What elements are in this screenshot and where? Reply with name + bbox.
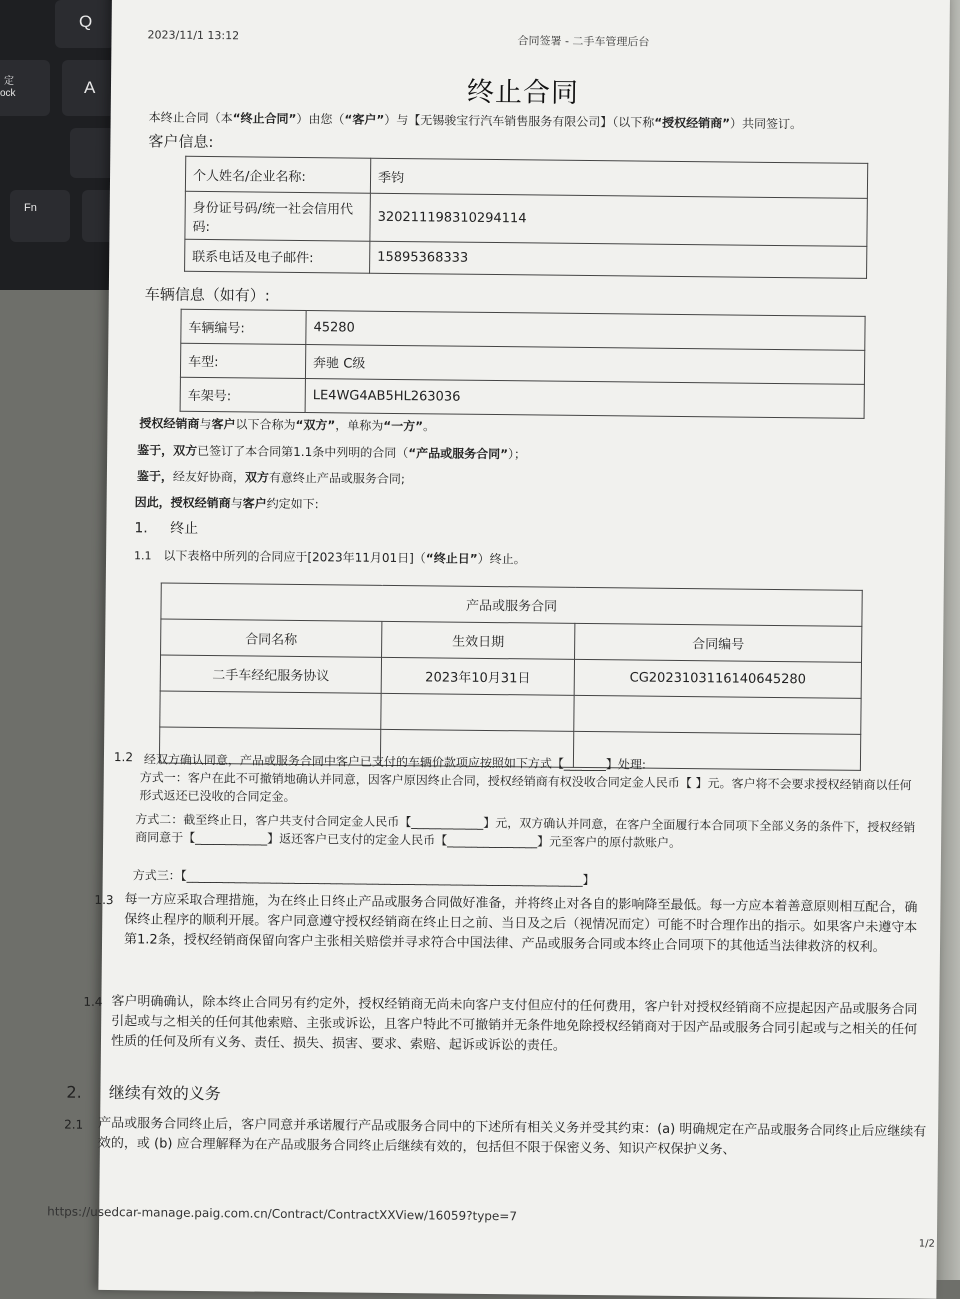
contracts-table (159, 583, 863, 771)
clause-1-2-method-3: 方式三：【__________________________________________________________________】 (132, 868, 595, 888)
clause-1-2-method-2: 方式二：截至终止日，客户共支付合同定金人民币【____________】元，双方确认并同意，在客户全面履行本合同项下全部义务的条件下，授权经销商同意于【____________】返还客户已支付的定金人民币【_______________】元至客户的原付款账户。 (135, 812, 916, 851)
contracts-caption: 产品或服务合同 (161, 583, 862, 626)
parties-bold-3: “双方” (295, 417, 336, 433)
customer-info-table (184, 156, 868, 279)
empty-cell (160, 691, 381, 729)
whereas1-text-1: 已签订了本合同第1.1条中列明的合同（ (197, 443, 409, 461)
clause-1-3-number: 1.3 (94, 892, 114, 908)
section-1-number: 1. (134, 520, 148, 537)
clause-1-3-text: 每一方应采取合理措施，为在终止日终止产品或服务合同做好准备，并将终止对各自的影响降至最低。每一方应本着善意原则相互配合，确保终止程序的顺利开展。客户同意遵守授权经销商在终止日之前、当日及之后（视情况而定）可能不时合理作出的指示。如果客户未遵守本第1.2条，授权经销商保留向客户主张相关赔偿并寻求符合中国法律、产品或服务合同或本终止合同项下的其他适当法律救济的权利。 (123, 892, 918, 956)
whereas2-bold-2: 双方 (244, 470, 270, 485)
table-row (180, 377, 864, 418)
clause-1-1 (134, 546, 526, 567)
section-2-heading (66, 1080, 221, 1105)
intro-bold-1: “终止合同” (232, 111, 297, 126)
customer-info-label: 客户信息: (148, 132, 214, 152)
vehicle-vin-key: 车架号: (180, 377, 305, 412)
key-fn-label: Fn (24, 202, 37, 214)
table-row (185, 239, 867, 278)
clause-1-2-number: 1.2 (113, 750, 134, 765)
vehicle-number-key: 车辆编号: (181, 309, 306, 344)
section-2-number: 2. (66, 1082, 82, 1102)
whereas2-text-1: 经友好协商， (172, 469, 246, 485)
clause-1-2-lead: 经双方确认同意，产品或服务合同中客户已支付的车辆价款项应按照如下方式【_______】处理: (143, 752, 647, 772)
print-site-title: 合同签署 - 二手车管理后台 (517, 34, 650, 49)
clause-1-1-text-2: ）终止。 (477, 551, 526, 567)
customer-contact-value: 15895368333 (370, 241, 867, 278)
parties-definition (139, 414, 435, 434)
contract-number-cell: CG2023103116140645280 (574, 659, 861, 698)
clause-1-1-text-1: 以下表格中所列的合同应于[2023年11月01日]（ (163, 548, 426, 566)
whereas1-text-2: ）； (507, 447, 527, 462)
whereas-2 (137, 467, 405, 487)
vehicle-number-value: 45280 (306, 311, 865, 351)
empty-cell (381, 693, 574, 731)
vehicle-model-value: 奔驰 C级 (305, 345, 864, 385)
intro-bold-2: “客户” (344, 112, 385, 127)
intro-text-4: ）共同签订。 (729, 116, 803, 132)
clause-1-4-text: 客户明确确认，除本终止合同另有约定外，授权经销商无尚未向客户支付但应付的任何费用，客户针对授权经销商不应提起因产品或服务合同引起或与之相关的任何其他索赔、主张或诉讼，且客户特此不可撤销并无条件地免除授权经销商对于因产品或服务合同引起或与之相关的任何性质的任何及所有义务、责任、损失、损害、要求、索赔、起诉或诉讼的责任。 (110, 994, 918, 1054)
vehicle-vin-value: LE4WG4AB5HL263036 (305, 379, 864, 419)
print-footer-url: https://usedcar-manage.paig.com.cn/Contract/ContractXXView/16059?type=7 (47, 1204, 518, 1224)
intro-bold-3: “授权经销商” (654, 115, 731, 131)
contracts-header-name: 合同名称 (161, 619, 382, 657)
therefore-text-1: 与 (230, 496, 243, 511)
whereas1-bold-3: “产品或服务合同” (408, 446, 509, 462)
parties-text-3: ，单称为 (335, 418, 384, 433)
whereas2-bold-1: 鉴于， (136, 469, 173, 484)
key-q (55, 0, 115, 48)
parties-text-1: 与 (199, 416, 212, 432)
customer-id-value: 320211198310294114 (370, 193, 867, 246)
vehicle-model-key: 车型: (180, 343, 305, 378)
print-date: 2023/11/1 13:12 (147, 28, 240, 43)
contracts-header-date: 生效日期 (382, 621, 575, 659)
whereas1-bold-2: 双方 (173, 443, 198, 458)
customer-name-value: 季钧 (370, 158, 867, 198)
intro-paragraph (149, 108, 803, 132)
vehicle-info-table (180, 309, 866, 419)
therefore-bold-1: 因此，授权经销商 (134, 495, 231, 511)
clause-2-1-text: 产品或服务合同终止后，客户同意并承诺履行产品或服务合同中的下述所有相关义务并受其约束：(a) 明确规定在产品或服务合同终止后应继续有效的，或 (b) 应合理解释为在产品或服务合同终止后继续有效的，包括但不限于保密义务、知识产权保护义务、 (97, 1115, 927, 1158)
page-number: 1/2 (918, 1238, 935, 1250)
key-fn (10, 190, 70, 242)
therefore-clause (135, 493, 319, 512)
key-lock-cn: 定 (4, 76, 14, 87)
parties-text-2: 以下合称为 (235, 417, 296, 432)
whereas1-bold-1: 鉴于， (137, 443, 174, 458)
whereas-1 (137, 441, 526, 462)
vehicle-info-label: 车辆信息（如有）: (144, 285, 270, 305)
clause-1-4-number: 1.4 (83, 994, 103, 1009)
contract-page (47, 0, 950, 1299)
parties-bold-2: 客户 (211, 417, 236, 432)
section-1-title: 终止 (170, 520, 199, 537)
intro-text-3: ）与【无锡骏宝行汽车销售服务有限公司】（以下称 (384, 112, 655, 130)
clause-1-2-method-1: 方式一：客户在此不可撤销地确认并同意，因客户原因终止合同，授权经销商有权没收合同定金人民币【 】元。客户将不会要求授权经销商以任何形式返还已没收的合同定金。 (139, 770, 912, 804)
customer-name-key: 个人姓名/企业名称: (185, 156, 370, 193)
intro-text-1: 本终止合同（本 (148, 110, 233, 126)
section-1-heading (134, 517, 198, 538)
table-row (185, 191, 867, 246)
clause-1-1-bold-1: “终止日” (425, 551, 478, 566)
contracts-header-number: 合同编号 (575, 623, 862, 662)
key-lock (0, 60, 50, 116)
clause-1-1-number: 1.1 (134, 549, 152, 563)
contract-name-cell: 二手车经纪服务协议 (160, 655, 381, 693)
key-q-label: Q (79, 12, 93, 31)
intro-text-2: ）由您（ (296, 111, 345, 127)
parties-text-4: 。 (423, 419, 436, 434)
empty-cell (574, 695, 861, 734)
parties-bold-4: “一方” (383, 418, 424, 434)
contract-date-cell: 2023年10月31日 (381, 657, 574, 695)
customer-contact-key: 联系电话及电子邮件: (185, 239, 370, 273)
key-a-label: A (84, 78, 96, 97)
clause-2-1-number: 2.1 (64, 1117, 84, 1132)
document-title: 终止合同 (466, 76, 580, 109)
customer-id-key: 身份证号码/统一社会信用代码: (185, 191, 370, 241)
whereas2-text-2: 有意终止产品或服务合同; (268, 470, 406, 487)
therefore-bold-2: 客户 (242, 496, 267, 511)
section-2-title: 继续有效的义务 (108, 1083, 221, 1104)
key-lock-en: ock (0, 88, 16, 99)
therefore-text-2: 约定如下: (266, 496, 319, 512)
parties-bold-1: 授权经销商 (139, 416, 200, 431)
